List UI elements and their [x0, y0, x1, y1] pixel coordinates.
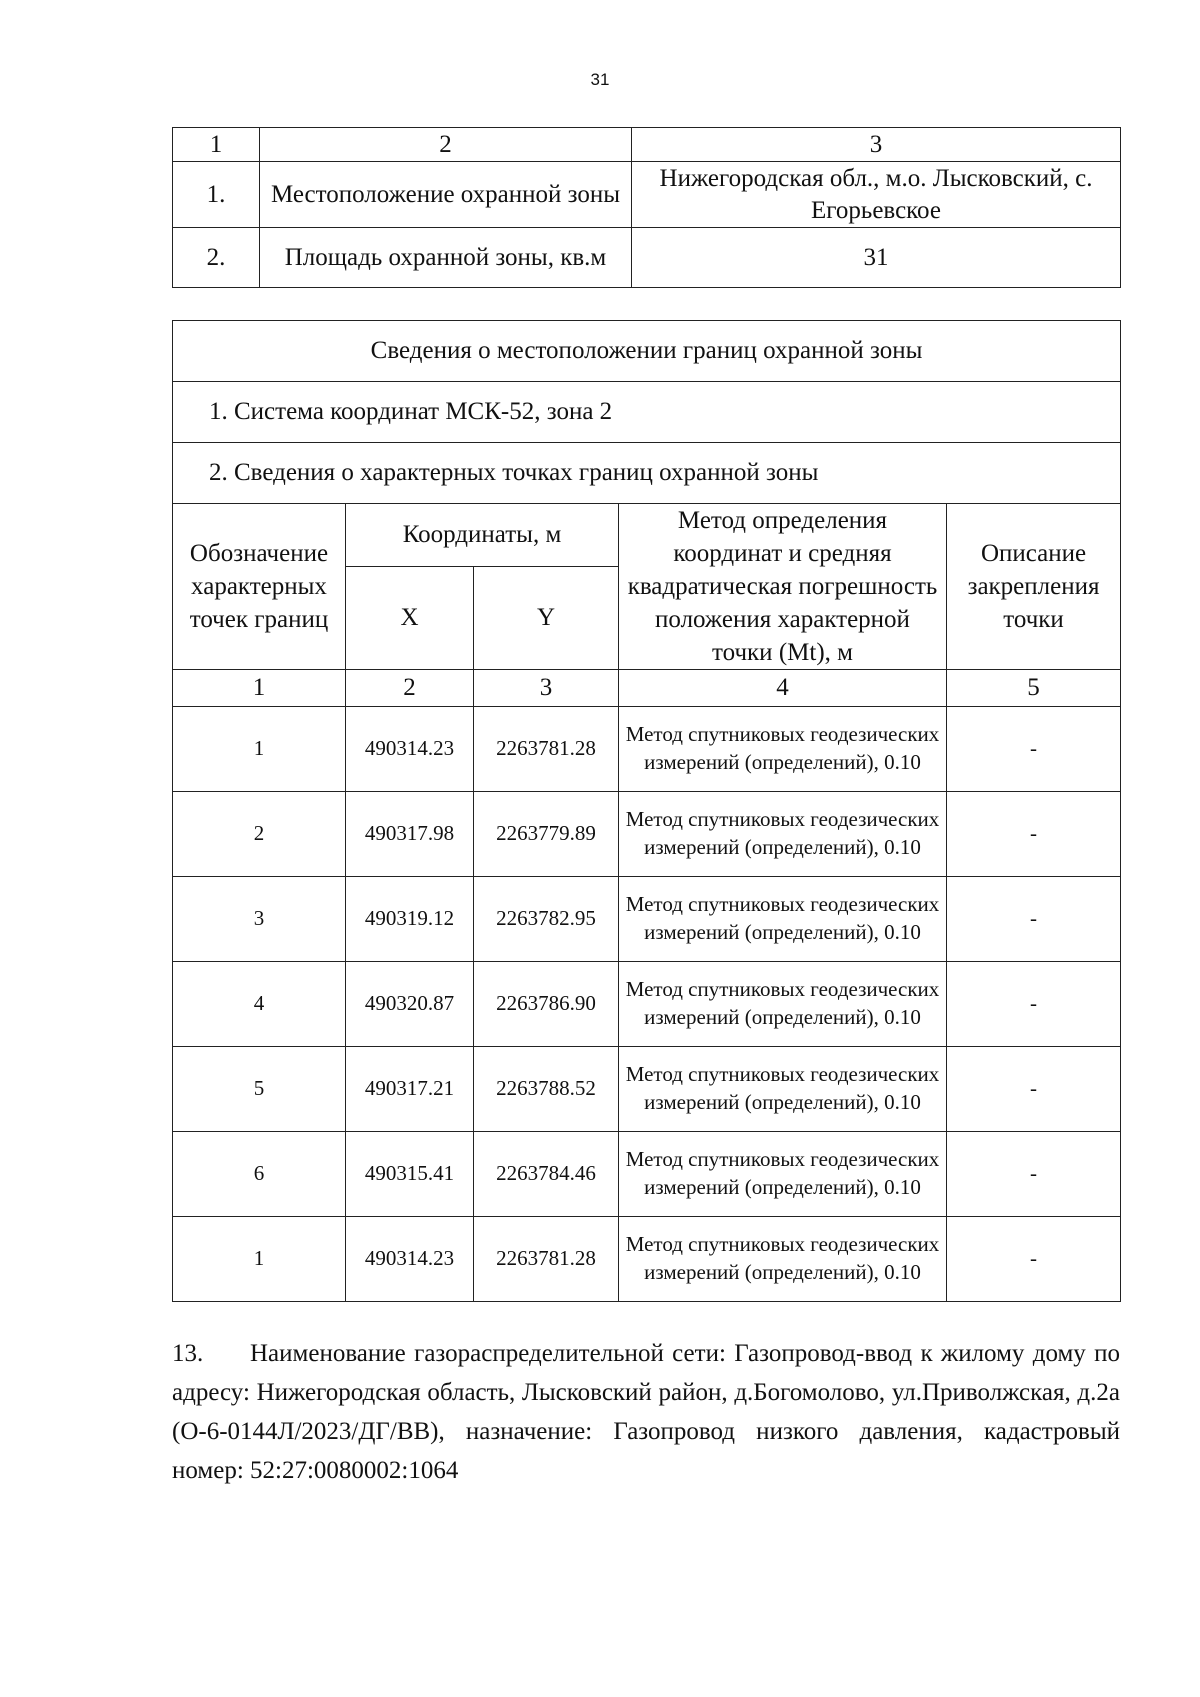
method-description: Метод спутниковых геодезических измерений (определений), 0.10 — [619, 1217, 947, 1302]
method-description: Метод спутниковых геодезических измерений (определений), 0.10 — [619, 962, 947, 1047]
coordinate-y: 2263782.95 — [474, 877, 619, 962]
coordinate-y: 2263784.46 — [474, 1132, 619, 1217]
coordinate-x: 490314.23 — [346, 707, 474, 792]
table-row — [173, 1217, 1121, 1302]
point-number: 3 — [173, 877, 346, 962]
points-section-title: 2. Сведения о характерных точках границ охранной зоны — [173, 443, 1121, 504]
header-cell: 2 — [260, 128, 632, 162]
header-cell: 3 — [632, 128, 1121, 162]
point-number: 1 — [173, 1217, 346, 1302]
table-row — [173, 962, 1121, 1047]
row-label: Местоположение охранной зоны — [260, 162, 632, 228]
coordinate-x: 490315.41 — [346, 1132, 474, 1217]
page-number: 31 — [590, 70, 610, 89]
table-row — [173, 1132, 1121, 1217]
coordinate-y: 2263781.28 — [474, 1217, 619, 1302]
column-number: 3 — [474, 670, 619, 707]
method-description: Метод спутниковых геодезических измерений (определений), 0.10 — [619, 877, 947, 962]
point-number: 2 — [173, 792, 346, 877]
coordinate-y: 2263781.28 — [474, 707, 619, 792]
point-number: 4 — [173, 962, 346, 1047]
table-row — [173, 792, 1121, 877]
column-number: 5 — [947, 670, 1121, 707]
table-title: Сведения о местоположении границ охранной зоны — [173, 321, 1121, 382]
paragraph-number: 13. — [172, 1340, 204, 1367]
header-method: Метод определения координат и средняя квадратическая погрешность положения характерной точки (Mt), м — [619, 504, 947, 670]
column-number-row — [173, 670, 1121, 707]
row-value: Нижегородская обл., м.о. Лысковский, с. Егорьевское — [632, 162, 1121, 228]
point-number: 1 — [173, 707, 346, 792]
method-description: Метод спутниковых геодезических измерений (определений), 0.10 — [619, 707, 947, 792]
coordinate-system: 1. Система координат МСК-52, зона 2 — [173, 382, 1121, 443]
row-value: 31 — [632, 228, 1121, 288]
row-number: 2. — [173, 228, 260, 288]
table-title-row — [173, 321, 1121, 382]
fixing-description: - — [947, 962, 1121, 1047]
column-number: 4 — [619, 670, 947, 707]
coordinate-x: 490317.21 — [346, 1047, 474, 1132]
table-row — [173, 877, 1121, 962]
point-number: 6 — [173, 1132, 346, 1217]
method-description: Метод спутниковых геодезических измерений (определений), 0.10 — [619, 1132, 947, 1217]
column-header-row — [173, 504, 1121, 567]
header-x: X — [346, 567, 474, 670]
coordinate-y: 2263786.90 — [474, 962, 619, 1047]
method-description: Метод спутниковых геодезических измерений (определений), 0.10 — [619, 1047, 947, 1132]
row-number: 1. — [173, 162, 260, 228]
table-row — [173, 228, 1121, 288]
coordinate-y: 2263788.52 — [474, 1047, 619, 1132]
column-number: 2 — [346, 670, 474, 707]
gas-network-paragraph — [172, 1334, 1120, 1490]
header-description: Описание закрепления точки — [947, 504, 1121, 670]
point-number: 5 — [173, 1047, 346, 1132]
method-description: Метод спутниковых геодезических измерений (определений), 0.10 — [619, 792, 947, 877]
points-title-row — [173, 443, 1121, 504]
coordinate-x: 490314.23 — [346, 1217, 474, 1302]
boundary-points-table — [172, 320, 1121, 1302]
header-point-designation: Обозначение характерных точек границ — [173, 504, 346, 670]
header-y: Y — [474, 567, 619, 670]
coordinate-y: 2263779.89 — [474, 792, 619, 877]
header-cell: 1 — [173, 128, 260, 162]
protection-zone-summary-table — [172, 127, 1121, 288]
fixing-description: - — [947, 792, 1121, 877]
fixing-description: - — [947, 707, 1121, 792]
coordinate-x: 490320.87 — [346, 962, 474, 1047]
fixing-description: - — [947, 877, 1121, 962]
table-row — [173, 707, 1121, 792]
fixing-description: - — [947, 1217, 1121, 1302]
row-label: Площадь охранной зоны, кв.м — [260, 228, 632, 288]
table-header-row — [173, 128, 1121, 162]
table-row — [173, 162, 1121, 228]
paragraph-text: Наименование газораспределительной сети: Газопровод-ввод к жилому дому по адресу: Нижегородская область, Лысковский район, д.Богомолово, ул.Приволжская, д.2а (О-6-0144Л/2023/ДГ/ВВ), назначение: Газопровод низкого давления, кадастровый номер: 52:27:0080002:1064 — [172, 1340, 1120, 1484]
coord-system-row — [173, 382, 1121, 443]
coordinate-x: 490317.98 — [346, 792, 474, 877]
fixing-description: - — [947, 1132, 1121, 1217]
table-row — [173, 1047, 1121, 1132]
header-coordinates: Координаты, м — [346, 504, 619, 567]
fixing-description: - — [947, 1047, 1121, 1132]
coordinate-x: 490319.12 — [346, 877, 474, 962]
column-number: 1 — [173, 670, 346, 707]
